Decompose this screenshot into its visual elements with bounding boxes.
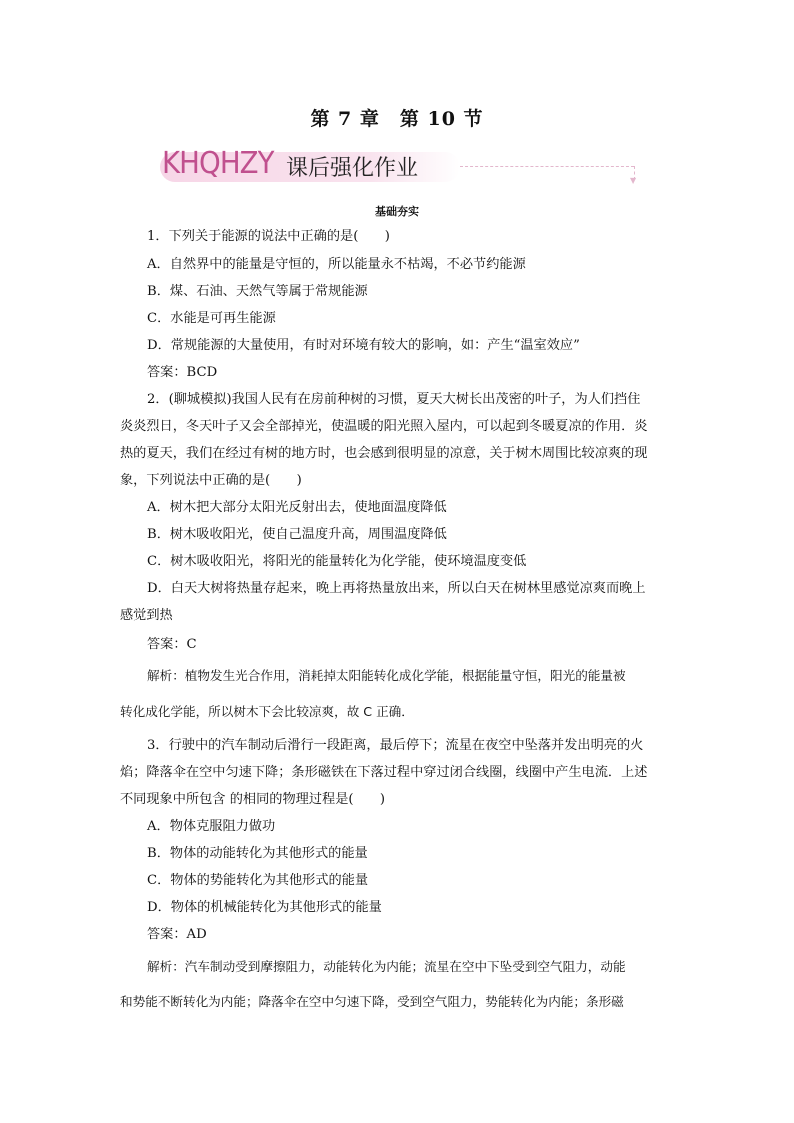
q2-answer: 答案：C <box>147 637 197 652</box>
q3-option-b: B．物体的动能转化为其他形式的能量 <box>147 846 368 861</box>
q3-analysis-line-2: 和势能不断转化为内能；降落伞在空中匀速下降，受到空气阻力，势能转化为内能；条形磁 <box>120 994 624 1009</box>
q1-option-a: A．自然界中的能量是守恒的，所以能量永不枯竭，不必节约能源 <box>147 257 526 272</box>
homework-banner <box>160 146 640 192</box>
q2-option-d-line-1: D．白天大树将热量存起来，晚上再将热量放出来，所以白天在树林里感觉凉爽而晚上 <box>147 581 646 596</box>
q3-stem-line-1: 3．行驶中的汽车制动后滑行一段距离，最后停下；流星在夜空中坠落并发出明亮的火 <box>147 738 644 753</box>
q2-stem-line-3: 热的夏天，我们在经过有树的地方时，也会感到很明显的凉意，关于树木周围比较凉爽的现 <box>120 446 648 461</box>
section-heading: 基础夯实 <box>375 205 419 218</box>
q2-option-b: B．树木吸收阳光，使自己温度升高，周围温度降低 <box>147 527 447 542</box>
q3-analysis-line-1: 解析：汽车制动受到摩擦阻力，动能转化为内能；流星在空中下坠受到空气阻力，动能 <box>147 959 626 974</box>
q2-option-a: A．树木把大部分太阳光反射出去，使地面温度降低 <box>147 500 447 515</box>
q1-option-d: D．常规能源的大量使用，有时对环境有较大的影响，如：产生“温室效应” <box>147 338 580 353</box>
q2-option-d-line-2: 感觉到热 <box>120 608 173 623</box>
q2-analysis-line-1: 解析：植物发生光合作用，消耗掉太阳能转化成化学能，根据能量守恒，阳光的能量被 <box>147 668 626 683</box>
q1-option-b: B．煤、石油、天然气等属于常规能源 <box>147 284 368 299</box>
q3-stem-line-2: 焰；降落伞在空中匀速下降；条形磁铁在下落过程中穿过闭合线圈，线圈中产生电流．上述 <box>120 765 648 780</box>
q3-answer: 答案：AD <box>147 927 207 942</box>
q2-option-c: C．树木吸收阳光，将阳光的能量转化为化学能，使环境温度变低 <box>147 554 527 569</box>
chapter-title: 第 7 章 第 10 节 <box>310 108 484 130</box>
q3-option-a: A．物体克服阻力做功 <box>147 819 276 834</box>
q3-option-d: D．物体的机械能转化为其他形式的能量 <box>147 900 382 915</box>
q2-stem-line-2: 炎炎烈日，冬天叶子又会全部掉光，使温暖的阳光照入屋内，可以起到冬暖夏凉的作用．炎 <box>120 419 648 434</box>
q1-option-c: C．水能是可再生能源 <box>147 311 276 326</box>
q3-option-c: C．物体的势能转化为其他形式的能量 <box>147 873 369 888</box>
q1-stem: 1．下列关于能源的说法中正确的是( ) <box>147 229 390 244</box>
banner-arrow-icon: ▼ <box>630 176 637 185</box>
q1-answer: 答案：BCD <box>147 365 218 380</box>
q2-analysis-line-2: 转化成化学能，所以树木下会比较凉爽，故 C 正确． <box>120 704 414 719</box>
q3-stem-line-3: 不同现象中所包含 的相同的物理过程是( ) <box>120 792 386 807</box>
q2-stem-line-4: 象，下列说法中正确的是( ) <box>120 473 302 488</box>
banner-dashed-rule <box>460 166 634 167</box>
q2-stem-line-1: 2．(聊城模拟)我国人民有在房前种树的习惯，夏天大树长出茂密的叶子，为人们挡住 <box>147 392 641 407</box>
banner-logo: KHQHZY <box>162 146 274 181</box>
banner-label: 课后强化作业 <box>286 156 419 181</box>
